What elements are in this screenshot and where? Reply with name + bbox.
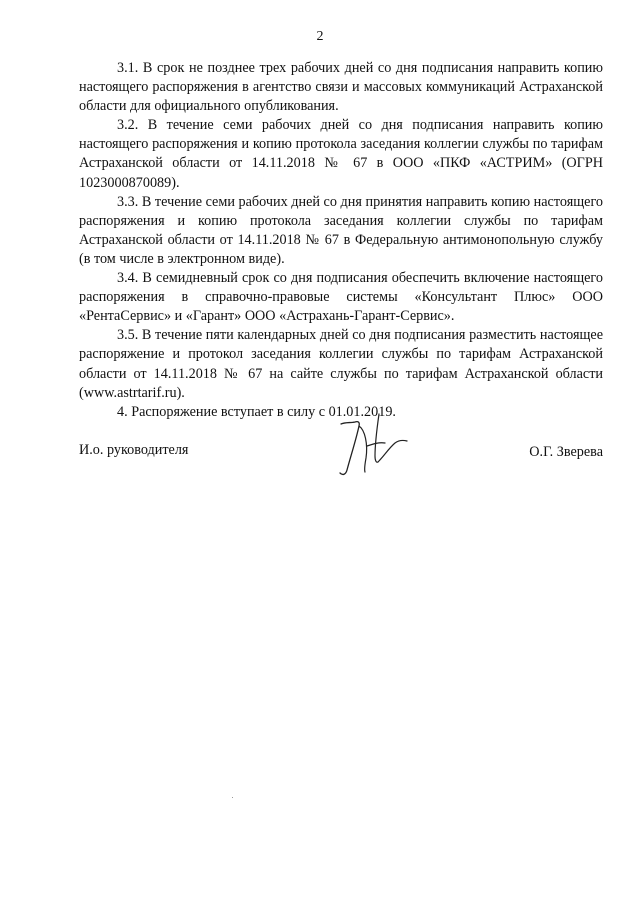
paragraph-3-5: 3.5. В течение пяти календарных дней со дня подписания разместить настоящее распоряжение и протокол заседания коллегии службы по тарифам Астраханской области от 14.11.2018 № 67 на сайте службы по тарифам Астраханской области (www.astrtarif.ru). [79,327,603,401]
paragraph-3-1: 3.1. В срок не позднее трех рабочих дней со дня подписания направить копию настоящего распоряжения в агентство связи и массовых коммуникаций Астраханской области для официального опубликования. [79,60,603,115]
paragraph-3-3: 3.3. В течение семи рабочих дней со дня принятия направить копию настоящего распоряжения и копию протокола заседания коллегии службы по тарифам Астраханской области от 14.11.2018 № 67 в Федеральную антимонопольную службу (в том числе в электронном виде). [79,193,603,267]
paragraph-3-4: 3.4. В семидневный срок со дня подписания обеспечить включение настоящего распоряжения в справочно-правовые системы «Консультант Плюс» ООО «РентаСервис» и «Гарант» ООО «Астрахань-Гарант-Сервис». [79,270,603,325]
document-body [79,59,603,422]
paragraph-4: 4. Распоряжение вступает в силу с 01.01.2019. [117,403,396,420]
paragraph-3-2: 3.2. В течение семи рабочих дней со дня подписания направить копию настоящего распоряжения и копию протокола заседания коллегии службы по тарифам Астраханской области от 14.11.2018 № 67 в ООО «ПКФ «АСТРИМ» (ОГРН 1023000870089). [79,117,603,191]
handwritten-signature [329,410,419,480]
signatory-name: О.Г. Зверева [529,444,603,460]
signatory-title: И.о. руководителя [79,442,189,458]
signature-block [79,436,603,496]
page-number: 2 [316,29,324,44]
scan-speck [232,797,233,798]
